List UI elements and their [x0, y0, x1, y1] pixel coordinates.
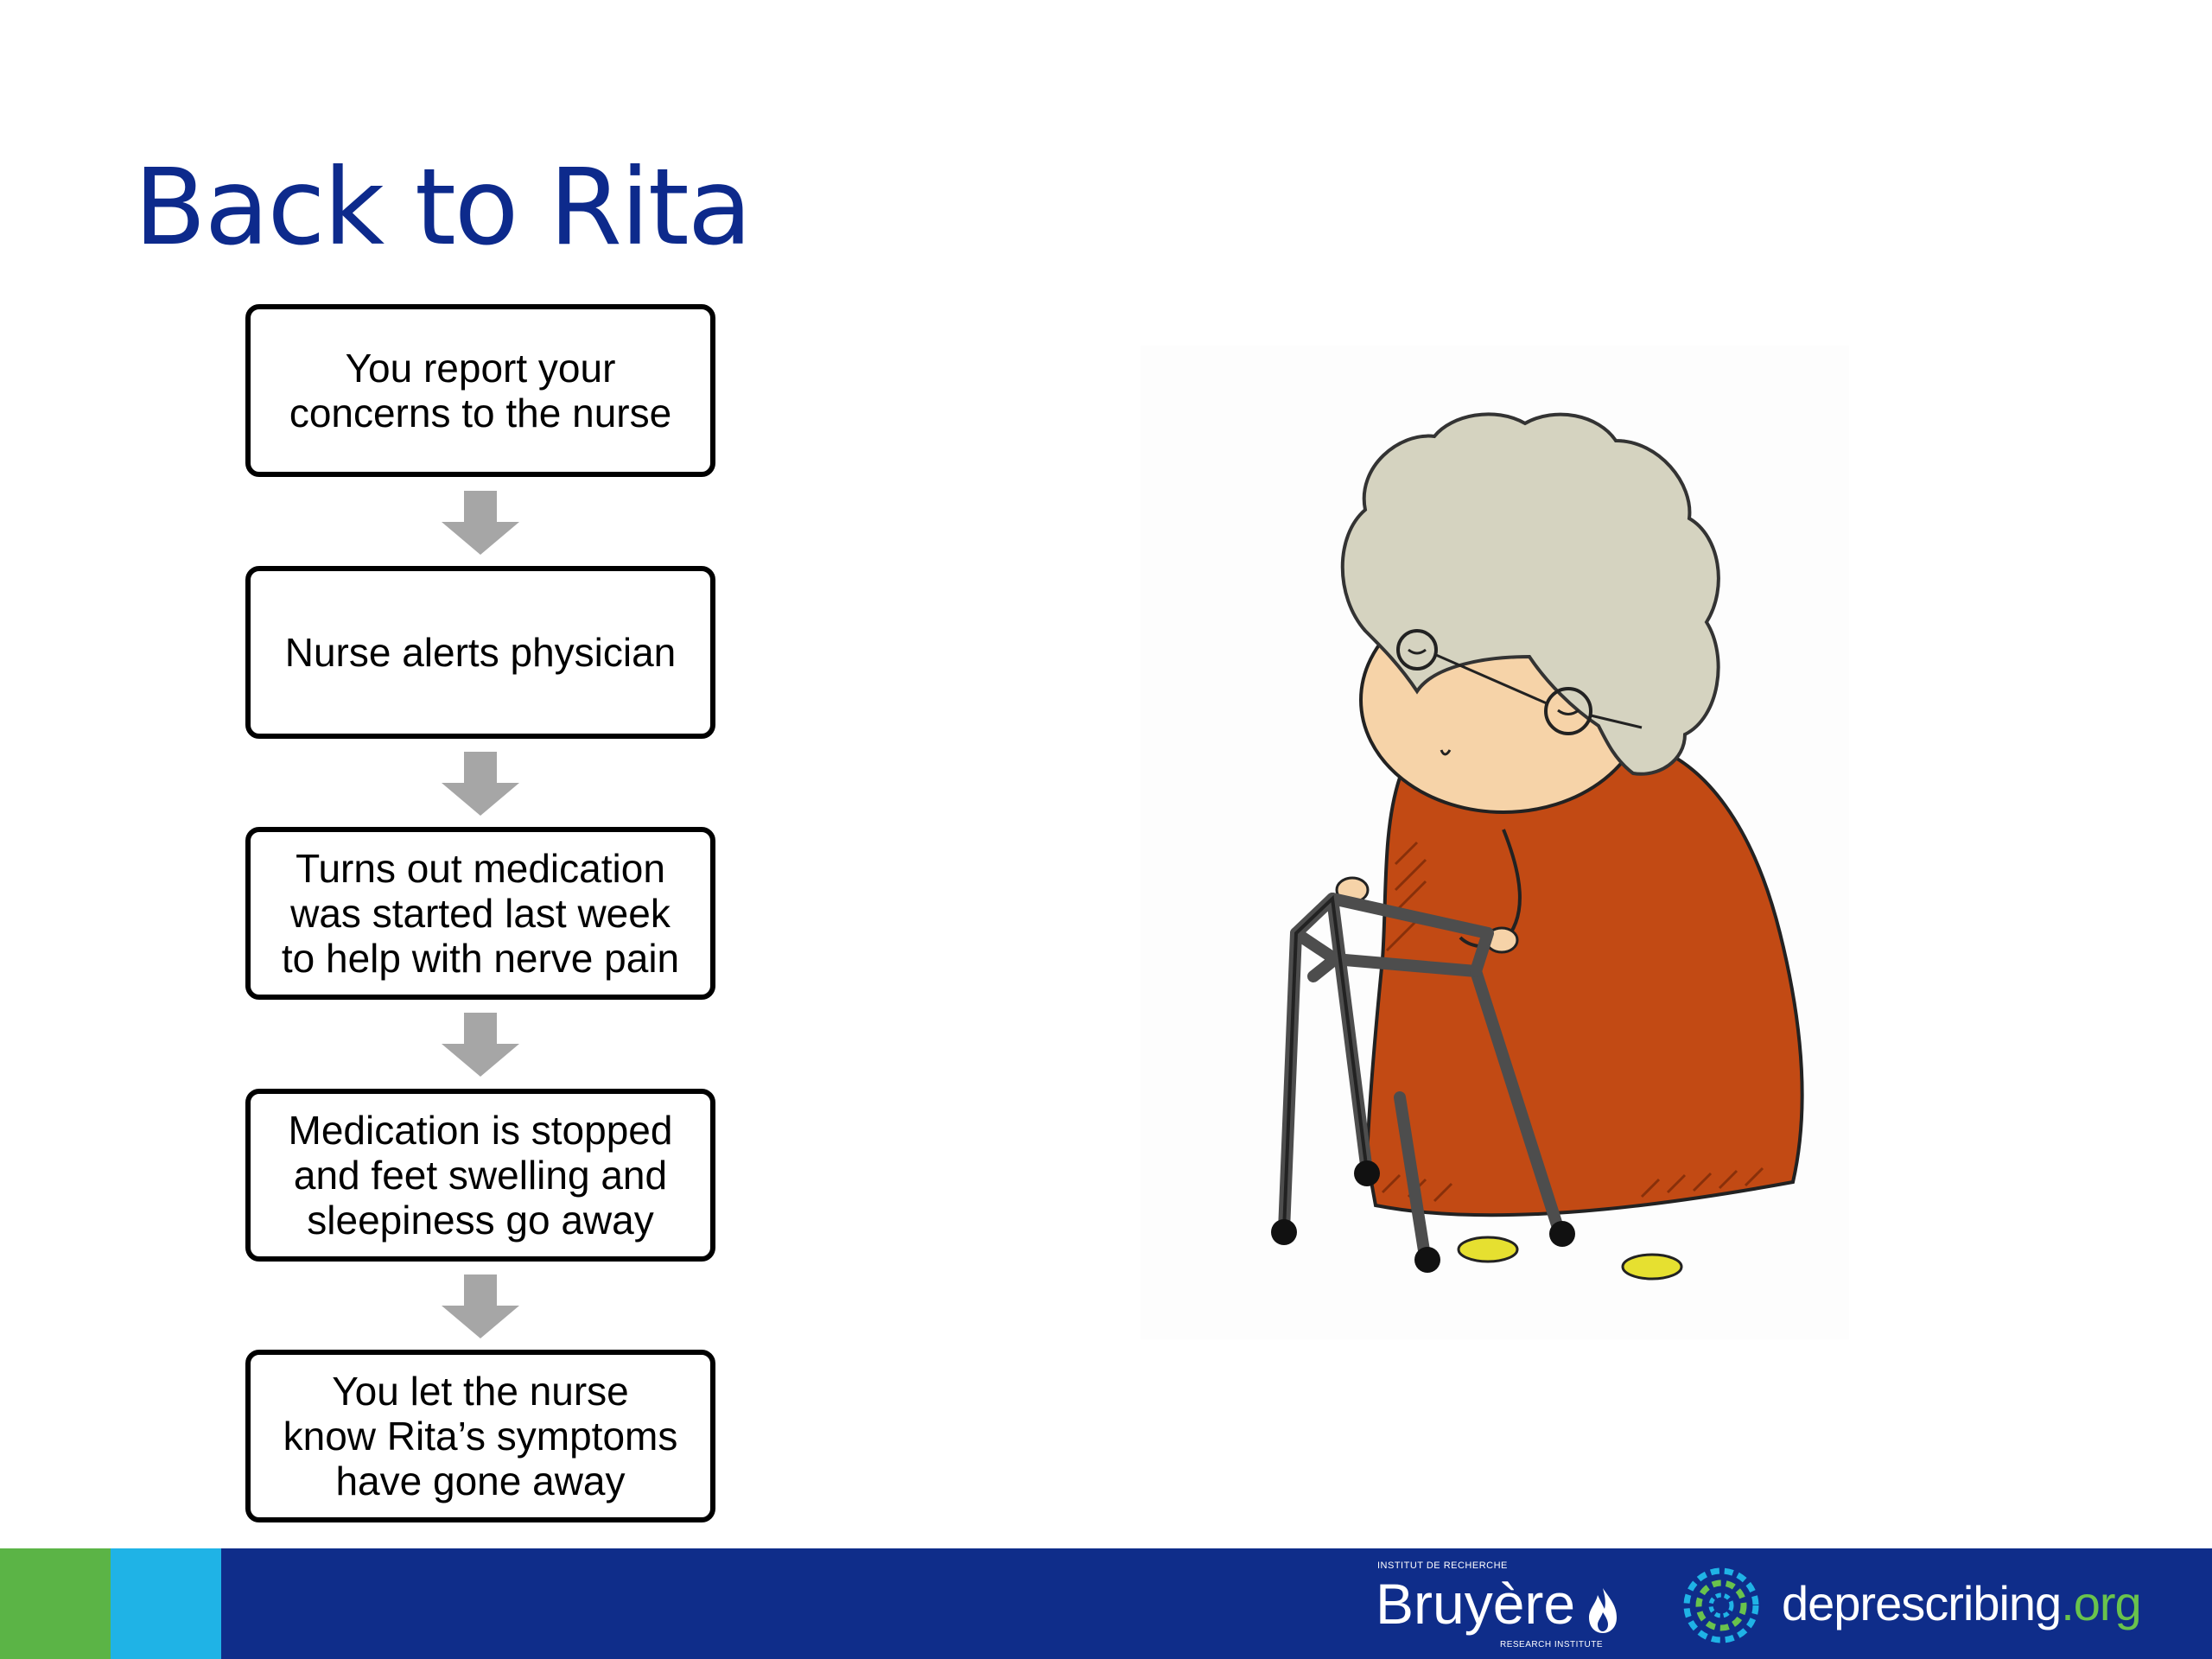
deprescribing-wordmark: deprescribing.org: [1782, 1576, 2141, 1630]
flow-step-4-text: Medication is stopped and feet swelling and sleepiness go away: [288, 1108, 673, 1243]
footer-bar: [0, 1548, 2212, 1659]
bruyere-top-text: INSTITUT DE RECHERCHE: [1377, 1560, 1508, 1571]
flow-arrow-4-icon: [442, 1274, 519, 1338]
bruyere-logo: [1376, 1559, 1635, 1652]
flow-step-5-text: You let the nurse know Rita’s symptoms have gone away: [283, 1369, 678, 1503]
deprescribing-logo-icon: [1680, 1564, 1763, 1647]
flow-step-3-text: Turns out medication was started last week to help with nerve pain: [281, 846, 680, 981]
flow-step-2-text: Nurse alerts physician: [284, 630, 677, 675]
flow-arrow-1-icon: [442, 491, 519, 555]
bruyere-sub-text: RESEARCH INSTITUTE: [1500, 1640, 1604, 1649]
flow-step-3: [245, 827, 715, 1000]
flow-step-4: [245, 1089, 715, 1262]
slide-title: Back to Rita: [134, 146, 751, 269]
footer-cyan-block: [111, 1548, 221, 1659]
flow-arrow-2-icon: [442, 752, 519, 816]
deprescribing-tld: org: [2073, 1576, 2141, 1630]
elderly-woman-with-walker-icon: [1123, 337, 1866, 1357]
deprescribing-name: deprescribing: [1782, 1576, 2062, 1630]
flow-step-1-text: You report your concerns to the nurse: [289, 346, 672, 435]
flame-icon: [1586, 1586, 1620, 1635]
flow-step-5: [245, 1350, 715, 1522]
flow-step-1: [245, 304, 715, 477]
flow-step-2: [245, 566, 715, 739]
bruyere-name: Bruyère: [1376, 1572, 1576, 1636]
footer-green-block: [0, 1548, 111, 1659]
flow-arrow-3-icon: [442, 1013, 519, 1077]
